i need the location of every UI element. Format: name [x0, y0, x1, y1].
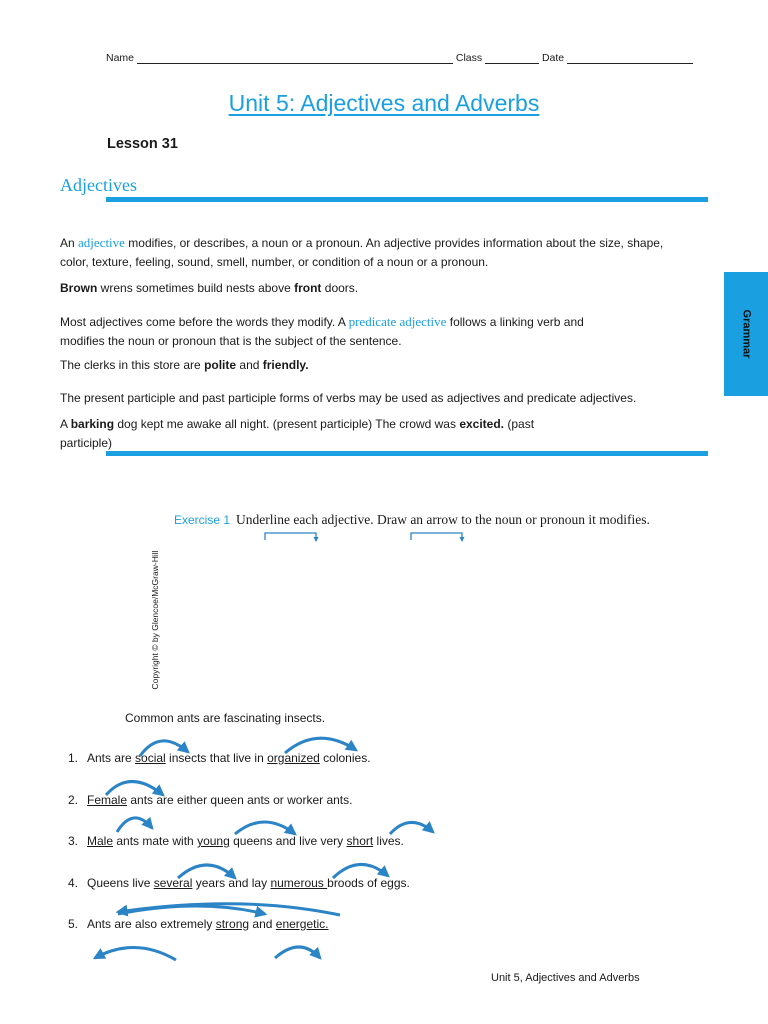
underlined-adjective: organized	[267, 751, 320, 765]
underlined-adjective: Female	[87, 793, 128, 807]
item-number: 5.	[68, 917, 79, 931]
class-label: Class	[455, 52, 483, 64]
item-text: Ants are	[87, 751, 136, 765]
bold-polite: polite	[204, 358, 237, 372]
arrow-social	[140, 741, 188, 756]
example-bracket-arrow-2	[411, 533, 462, 541]
p2-text: Most adjectives come before the words they modify. A	[60, 315, 349, 329]
ex2-mid: and	[236, 358, 263, 372]
ex3-mid: dog kept me awake all night. (present participle) The crowd was	[114, 417, 460, 431]
item-text: Ants are also extremely	[87, 917, 216, 931]
ex1-text: wrens sometimes build nests above	[97, 281, 295, 295]
item-number: 1.	[68, 751, 79, 765]
p1-text: An	[60, 236, 79, 250]
arrow-several	[178, 865, 235, 878]
bold-friendly: friendly.	[262, 358, 309, 372]
ex3-line2: participle)	[60, 436, 113, 450]
underlined-adjective: young	[197, 834, 230, 848]
arrow-male	[117, 818, 152, 832]
copyright-notice: Copyright © by Glencoe/McGraw-Hill	[150, 550, 160, 690]
bold-front: front	[294, 281, 322, 295]
date-label: Date	[541, 52, 565, 64]
section-title: Adjectives	[60, 175, 137, 195]
name-label: Name	[106, 52, 135, 64]
underlined-adjective: Male	[87, 834, 114, 848]
item-text: colonies.	[319, 751, 371, 765]
side-tab-label: Grammar	[740, 309, 753, 359]
exercise-example: Common ants are fascinating insects.	[125, 711, 326, 725]
item-text: Queens live	[87, 876, 154, 890]
item-text: years and lay	[192, 876, 271, 890]
unit-title: Unit 5: Adjectives and Adverbs	[228, 90, 540, 116]
example-bracket-arrow-1	[265, 533, 316, 541]
ex3-text: A	[60, 417, 71, 431]
ex3-end: (past	[504, 417, 535, 431]
arrow-numerous	[333, 864, 388, 878]
underlined-adjective: short	[346, 834, 374, 848]
term-predicate-adjective: predicate adjective	[348, 314, 447, 329]
arrow-female	[106, 782, 163, 796]
item-text: queens and live very	[229, 834, 347, 848]
arrow-short	[390, 822, 433, 834]
p1-line2: color, texture, feeling, sound, smell, number, or condition of a noun or a pronoun.	[60, 255, 489, 269]
ex1-end: doors.	[321, 281, 359, 295]
item-text: broods of eggs.	[327, 876, 410, 890]
p2-line2: modifies the noun or pronoun that is the subject of the sentence.	[60, 334, 402, 348]
ex2-text: The clerks in this store are	[60, 358, 205, 372]
item-text: and	[249, 917, 276, 931]
exercise-label: Exercise 1	[174, 513, 231, 527]
underlined-adjective: social	[135, 751, 166, 765]
participle-paragraph: The present participle and past participle forms of verbs may be used as adjectives and predicate adjectives.	[60, 391, 637, 405]
p2-text-cont: follows a linking verb and	[446, 315, 584, 329]
item-text: lives.	[373, 834, 404, 848]
arrow-extra-left	[95, 947, 176, 960]
exercise-instruction: Underline each adjective. Draw an arrow to the noun or pronoun it modifies.	[236, 512, 650, 527]
underlined-adjective: several	[153, 876, 193, 890]
item-text: ants mate with	[113, 834, 198, 848]
item-text: insects that live in	[165, 751, 268, 765]
item-text: ants are either queen ants or worker ants.	[127, 793, 353, 807]
underlined-adjective: strong	[215, 917, 250, 931]
item-number: 2.	[68, 793, 79, 807]
bold-barking: barking	[70, 417, 115, 431]
lesson-number: Lesson 31	[107, 136, 178, 152]
item-number: 4.	[68, 876, 79, 890]
p1-text-cont: modifies, or describes, a noun or a pronoun. An adjective provides information about the size, shape,	[124, 236, 664, 250]
arrow-young	[235, 822, 295, 834]
bold-excited: excited.	[459, 417, 505, 431]
item-number: 3.	[68, 834, 79, 848]
arrow-organized	[285, 738, 356, 753]
underlined-adjective: energetic.	[275, 917, 329, 931]
term-adjective: adjective	[78, 235, 125, 250]
page-footer: Unit 5, Adjectives and Adverbs	[491, 972, 640, 984]
arrow-extra-right	[275, 947, 320, 958]
bold-brown: Brown	[60, 281, 98, 295]
underlined-adjective: numerous	[270, 876, 328, 890]
